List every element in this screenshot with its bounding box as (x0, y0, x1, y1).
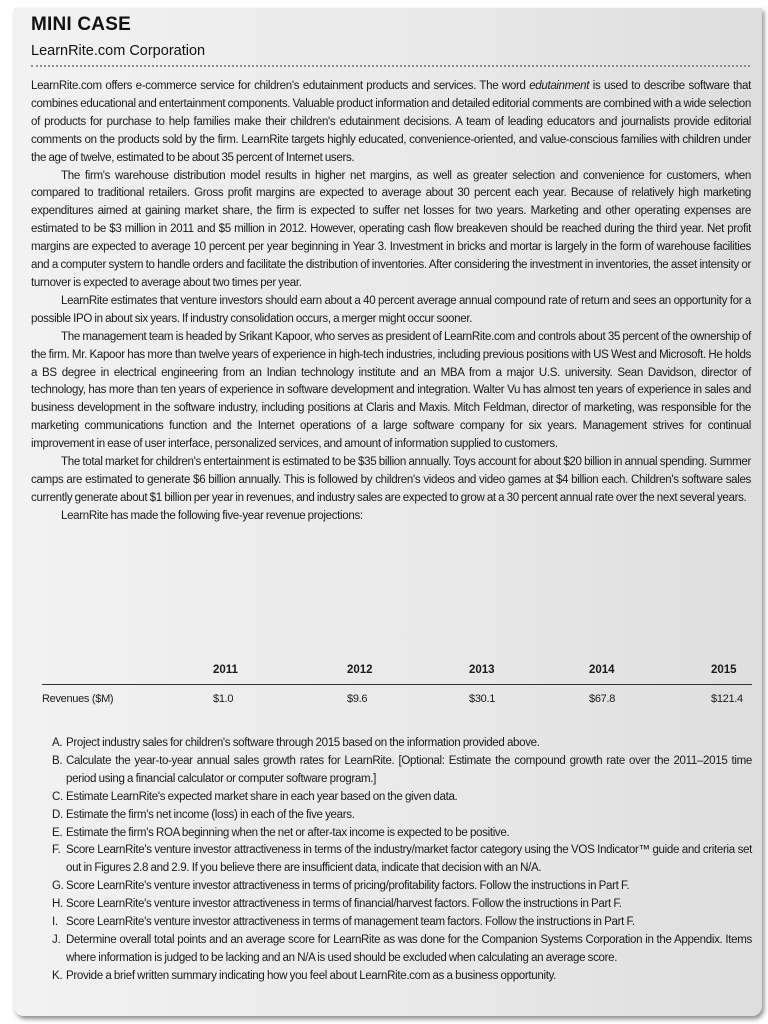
question-letter: E. (52, 826, 63, 839)
question-item (52, 842, 752, 878)
table-row (42, 685, 752, 709)
paragraph-text: is used to describe software that combines educational and entertainment components. Valuable product information and detailed editorial comments are combined with a wide selection of products for purchase to help families make their children's edutainment decisions. A team of leading educators and journalists provide editorial comments on the products sold by the firm. LearnRite targets highly educated, convenience-oriented, and value-conscious families with children under the age of twelve, estimated to be about 35 percent of Internet users. (31, 80, 751, 164)
year-header: 2013 (469, 664, 495, 676)
year-header: 2015 (711, 664, 737, 676)
question-text: Score LearnRite's venture investor attractiveness in terms of pricing/profitability factors. Follow the instructions in Part F. (66, 880, 630, 893)
paragraph-intro (31, 78, 751, 168)
paragraph-distribution-model: The firm's warehouse distribution model results in higher net margins, as well as greater selection and convenience for customers, when compared to traditional retailers. Gross profit margins are expected to average about 30 percent each year. Because of relatively high marketing expenditures aimed at gaining market share, the firm is expected to suffer net losses for two years. Marketing and other operating expenses are estimated to be $3 million in 2011 and $5 million in 2012. However, operating cash flow breakeven should be reached during the third year. Net profit margins are expected to average 10 percent per year beginning in Year 3. Investment in bricks and mortar is largely in the form of warehouse facilities and a computer system to handle orders and facilitate the distribution of inventories. After considering the investment in inventories, the asset intensity or turnover is expected to average about two times per year. (31, 169, 751, 289)
question-letter: K. (52, 969, 63, 982)
question-item (52, 789, 752, 807)
question-letter: H. (52, 898, 63, 911)
question-item (52, 735, 752, 753)
paragraph-market-size: The total market for children's entertainment is estimated to be $35 billion annually. Toys account for about $20 billion in annual spending. Summer camps are estimated to generate $6 billion annually. This is followed by children's videos and video games at $4 billion each. Children's software sales currently generate about $1 billion per year in revenues, and industry sales are expected to grow at a 30 percent annual rate over the next several years. (31, 456, 751, 504)
revenue-projection-table (42, 660, 752, 709)
question-text: Score LearnRite's venture investor attractiveness in terms of financial/harvest factors. Follow the instructions in Part F. (66, 898, 622, 911)
question-list (52, 735, 752, 986)
question-text: Score LearnRite's venture investor attractiveness in terms of management team factors. Follow the instructions in Part F. (66, 916, 635, 929)
dotted-divider (31, 65, 750, 67)
case-subtitle: LearnRite.com Corporation (31, 43, 206, 59)
revenue-cell: $1.0 (213, 693, 234, 705)
question-text: Determine overall total points and an average score for LearnRite as was done for the Companion Systems Corporation in the Appendix. Items where information is judged to be lacking and an N/A is used should be excluded when calculating an average score. (66, 933, 752, 964)
question-item (52, 753, 752, 789)
revenue-cell: $9.6 (347, 693, 368, 705)
question-text: Estimate LearnRite's expected market share in each year based on the given data. (66, 790, 458, 803)
question-item (52, 968, 752, 986)
question-text: Estimate the firm's ROA beginning when the net or after-tax income is expected to be positive. (66, 826, 510, 839)
paragraph-text: LearnRite.com offers e-commerce service for children's edutainment products and services. The word (31, 80, 530, 92)
question-item (52, 807, 752, 825)
row-label: Revenues ($M) (42, 693, 114, 705)
question-letter: F. (52, 844, 61, 857)
paragraph-management-team: The management team is headed by Srikant Kapoor, who serves as president of LearnRite.com and controls about 35 percent of the ownership of the firm. Mr. Kapoor has more than twelve years of experience in high-tech industries, including previous positions with US West and Microsoft. He holds a BS degree in electrical engineering from an Indian technology institute and an MBA from a major U.S. university. Sean Davidson, director of technology, has more than ten years of experience in software development and integration. Walter Vu has almost ten years of experience in sales and business development in the software industry, including positions at Claris and Maxis. Mitch Feldman, director of marketing, was responsible for the marketing communications function and the Internet operations of a large software company for six years. Management strives for continual improvement in ease of user interface, personalized services, and amount of information supplied to customers. (31, 330, 751, 451)
question-text: Project industry sales for children's software through 2015 based on the information provided above. (66, 737, 540, 749)
question-letter: G. (52, 880, 64, 893)
question-text: Score LearnRite's venture investor attractiveness in terms of the industry/market factor category using the VOS Indicator™ guide and criteria set out in Figures 2.8 and 2.9. If you believe there are insufficient data, indicate that decision with an N/A. (66, 844, 752, 875)
table-header-row (42, 660, 752, 685)
question-letter: B. (52, 754, 63, 767)
case-title: MINI CASE (31, 14, 131, 35)
question-letter: A. (52, 737, 63, 749)
question-letter: D. (52, 808, 63, 821)
paragraph-projections-intro: LearnRite has made the following five-year revenue projections: (61, 509, 363, 522)
year-header: 2012 (347, 664, 373, 676)
question-text: Calculate the year-to-year annual sales growth rates for LearnRite. [Optional: Estimate the compound growth rate over the 2011–2015 time period using a financial calculator or computer software program.] (66, 754, 752, 785)
question-text: Provide a brief written summary indicating how you feel about LearnRite.com as a business opportunity. (66, 969, 557, 982)
revenue-cell: $121.4 (711, 693, 743, 705)
emphasized-term: edutainment (529, 80, 590, 92)
paragraph-venture-return: LearnRite estimates that venture investors should earn about a 40 percent average annual compound rate of return and sees an opportunity for a possible IPO in about six years. If industry consolidation occurs, a merger might occur sooner. (31, 294, 751, 325)
revenue-cell: $30.1 (469, 693, 496, 705)
question-item (52, 914, 752, 932)
question-item (52, 825, 752, 843)
question-letter: I. (52, 916, 58, 929)
case-body (31, 78, 751, 526)
question-letter: C. (52, 790, 63, 803)
question-text: Estimate the firm's net income (loss) in each of the five years. (66, 808, 355, 821)
question-item (52, 878, 752, 896)
year-header: 2011 (213, 664, 238, 676)
document-page (14, 8, 762, 1016)
question-item (52, 896, 752, 914)
year-header: 2014 (589, 664, 615, 676)
question-letter: J. (52, 933, 61, 946)
revenue-cell: $67.8 (589, 693, 616, 705)
question-item (52, 932, 752, 968)
